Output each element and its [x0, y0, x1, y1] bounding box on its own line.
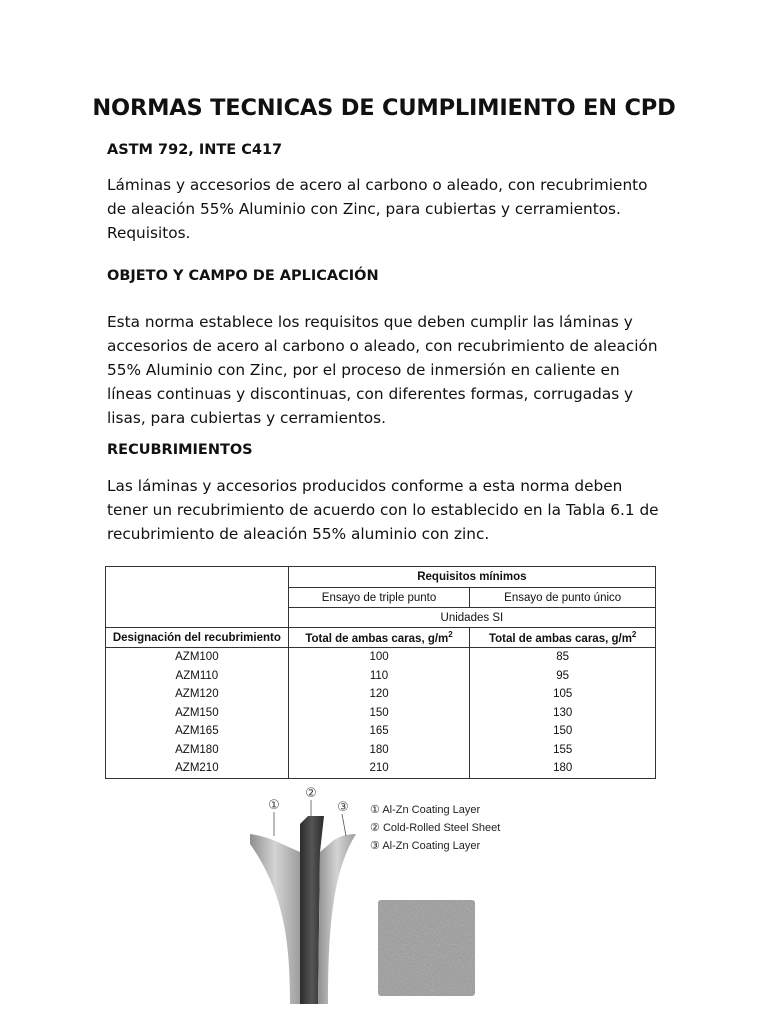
page-title: NORMAS TECNICAS DE CUMPLIMIENTO EN CPD: [92, 95, 676, 121]
table-cell-single: 150: [470, 722, 656, 741]
table-cell-designation: AZM210: [106, 759, 289, 778]
table-cell-designation: AZM165: [106, 722, 289, 741]
diagram-num-2: ②: [305, 786, 317, 801]
table-col-designation: Designación del recubrimiento: [106, 628, 289, 648]
section-coatings-heading: RECUBRIMIENTOS: [107, 442, 253, 458]
table-row: [106, 741, 656, 760]
table-cell-triple: 150: [288, 704, 470, 723]
table-cell-triple: 165: [288, 722, 470, 741]
surface-texture-image: [378, 900, 475, 996]
diagram-num-3: ③: [337, 800, 349, 815]
standard-heading: ASTM 792, INTE C417: [107, 142, 283, 158]
intro-paragraph: Láminas y accesorios de acero al carbono o aleado, con recubrimiento de aleación 55% Aluminio con Zinc, para cubiertas y cerramientos. Requisitos.: [107, 176, 648, 242]
table-row: [106, 685, 656, 704]
table-cell-single: 155: [470, 741, 656, 760]
table-test-single-header: Ensayo de punto único: [470, 588, 656, 608]
section-coatings-body: Las láminas y accesorios producidos conforme a esta norma deben tener un recubrimiento de acuerdo con lo establecido en la Tabla 6.1 de recubrimiento de aleación 55% aluminio con zinc.: [107, 477, 659, 543]
table-col-total-single: Total de ambas caras, $g/m^2$: [470, 628, 656, 648]
legend-item: ① Al-Zn Coating Layer: [370, 804, 481, 816]
table-cell-designation: AZM110: [106, 667, 289, 686]
table-cell-triple: 110: [288, 667, 470, 686]
table-row: [106, 648, 656, 667]
table-row: [106, 667, 656, 686]
table-blank-corner: [106, 567, 289, 628]
legend-item: ③ Al-Zn Coating Layer: [370, 840, 481, 852]
table-cell-single: 85: [470, 648, 656, 667]
table-requirements-header: Requisitos mínimos: [288, 567, 655, 588]
table-cell-single: 180: [470, 759, 656, 778]
table-row: [106, 704, 656, 723]
table-cell-triple: 180: [288, 741, 470, 760]
table-row: [106, 759, 656, 778]
table-cell-single: 95: [470, 667, 656, 686]
diagram-num-1: ①: [268, 798, 280, 813]
table-cell-designation: AZM180: [106, 741, 289, 760]
table-units-header: Unidades SI: [288, 608, 655, 628]
right-coating-layer: [318, 834, 356, 1004]
section-scope-heading: OBJETO Y CAMPO DE APLICACIÓN: [107, 268, 379, 284]
table-cell-designation: AZM100: [106, 648, 289, 667]
legend-item: ② Cold-Rolled Steel Sheet: [370, 822, 501, 834]
table-cell-single: 130: [470, 704, 656, 723]
table-cell-triple: 210: [288, 759, 470, 778]
table-cell-designation: AZM150: [106, 704, 289, 723]
section-scope-body: Esta norma establece los requisitos que deben cumplir las láminas y accesorios de acero al carbono o aleado, con recubrimiento de aleación 55% Aluminio con Zinc, por el proceso de inmersión en caliente en líneas continuas y discontinuas, con diferentes formas, corrugadas y lisas, para cubiertas y cerramientos.: [107, 313, 658, 427]
table-col-total-triple: Total de ambas caras, $g/m^2$: [288, 628, 470, 648]
left-coating-layer: [250, 834, 300, 1004]
table-cell-designation: AZM120: [106, 685, 289, 704]
table-cell-single: 105: [470, 685, 656, 704]
table-cell-triple: 120: [288, 685, 470, 704]
table-test-triple-header: Ensayo de triple punto: [288, 588, 470, 608]
table-cell-triple: 100: [288, 648, 470, 667]
coating-requirements-table: [105, 566, 656, 779]
table-row: [106, 722, 656, 741]
